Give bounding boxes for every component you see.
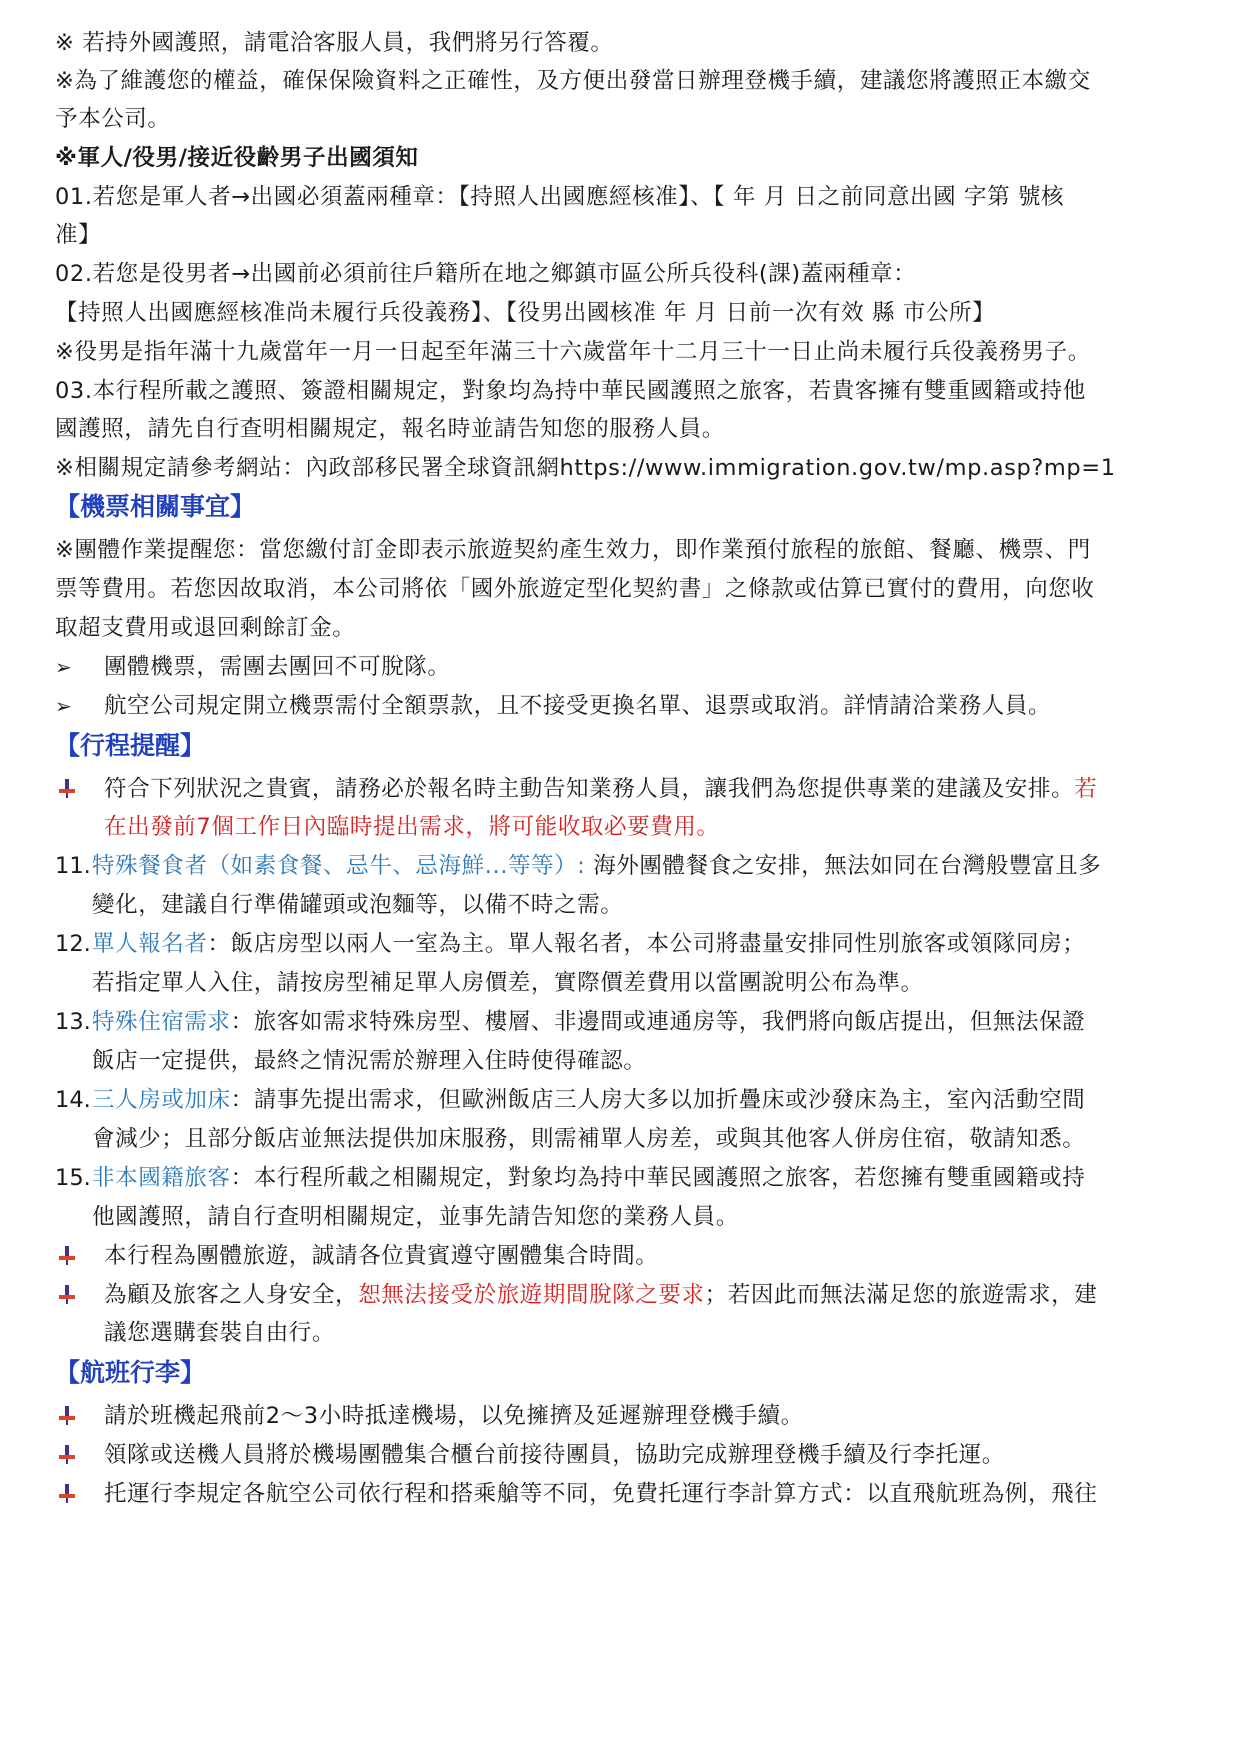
safety-note-warning: 恕無法接受於旅遊期間脫隊之要求 bbox=[358, 1282, 705, 1308]
triple-room-item bbox=[92, 1085, 1187, 1115]
item-number-14: 14. bbox=[55, 1087, 91, 1113]
triple-room-term: 三人房或加床 bbox=[92, 1087, 231, 1113]
item-number-15: 15. bbox=[55, 1165, 91, 1191]
special-lodging-item bbox=[92, 1007, 1187, 1037]
foreign-traveler-item bbox=[92, 1163, 1187, 1193]
item-number-11: 11. bbox=[55, 853, 91, 879]
pushpin-icon bbox=[56, 1283, 78, 1305]
single-room-item bbox=[92, 929, 1187, 959]
itinerary-intro bbox=[104, 774, 1184, 804]
section-ticket-heading: 【機票相關事宜】 bbox=[55, 492, 256, 521]
safety-note-text-2: ；若因此而無法滿足您的旅遊需求，建 bbox=[704, 1282, 1098, 1308]
military-item-02: 02.若您是役男者→出國前必須前往戶籍所在地之鄉鎮市區公所兵役科(課)蓋兩種章： bbox=[55, 261, 917, 287]
single-room-term: 單人報名者 bbox=[92, 931, 208, 957]
reference-website: ※相關規定請參考網站：內政部移民署全球資訊網https://www.immigration.gov.tw/mp.asp?mp=1 bbox=[55, 455, 1116, 481]
military-item-02-cont: 【持照人出國應經核准尚未履行兵役義務】、【役男出國核准 年 月 日前一次有效 縣 市公所】 bbox=[55, 300, 996, 326]
conscript-definition: ※役男是指年滿十九歲當年一月一日起至年滿三十六歲當年十二月三十一日止尚未履行兵役義務男子。 bbox=[55, 339, 1091, 365]
insurance-note: ※為了維護您的權益，確保保險資料之正確性，及方便出發當日辦理登機手續，建議您將護照正本繳交 bbox=[55, 68, 1091, 94]
single-room-desc-cont: 若指定單人入住，請按房型補足單人房價差，實際價差費用以當團說明公布為準。 bbox=[92, 970, 924, 996]
ticket-paragraph-cont2: 取超支費用或退回剩餘訂金。 bbox=[55, 615, 356, 641]
special-lodging-term: 特殊住宿需求 bbox=[92, 1009, 231, 1035]
ticket-paragraph-cont: 票等費用。若您因故取消，本公司將依「國外旅遊定型化契約書」之條款或估算已實付的費用，向您收 bbox=[55, 576, 1095, 602]
special-lodging-desc-cont: 飯店一定提供，最終之情況需於辦理入住時使得確認。 bbox=[92, 1048, 647, 1074]
itinerary-intro-warning-cont: 在出發前7個工作日內臨時提出需求，將可能收取必要費用。 bbox=[104, 814, 720, 840]
luggage-bullet-2: 領隊或送機人員將於機場團體集合櫃台前接待團員，協助完成辦理登機手續及行李托運。 bbox=[104, 1442, 1005, 1468]
ticket-bullet-2: 航空公司規定開立機票需付全額票款，且不接受更換名單、退票或取消。詳情請洽業務人員。 bbox=[104, 693, 1052, 719]
arrow-bullet-icon: ➢ bbox=[55, 655, 72, 679]
arrow-bullet-icon: ➢ bbox=[55, 694, 72, 718]
ticket-bullet-1: 團體機票，需團去團回不可脫隊。 bbox=[104, 654, 451, 680]
military-heading: ※軍人/役男/接近役齡男子出國須知 bbox=[55, 145, 419, 171]
itinerary-intro-text: 符合下列狀況之貴賓，請務必於報名時主動告知業務人員，讓我們為您提供專業的建議及安排。 bbox=[104, 776, 1075, 802]
passport-note: ※ 若持外國護照，請電洽客服人員，我們將另行答覆。 bbox=[55, 30, 614, 56]
insurance-note-cont: 予本公司。 bbox=[55, 106, 171, 132]
group-time-note: 本行程為團體旅遊，誠請各位貴賓遵守團體集合時間。 bbox=[104, 1243, 659, 1269]
foreign-traveler-desc-cont: 他國護照，請自行查明相關規定，並事先請告知您的業務人員。 bbox=[92, 1204, 739, 1230]
ticket-paragraph: ※團體作業提醒您：當您繳付訂金即表示旅遊契約產生效力，即作業預付旅程的旅館、餐廳、機票、門 bbox=[55, 537, 1091, 563]
item-number-12: 12. bbox=[55, 931, 91, 957]
special-meal-term: 特殊餐食者（如素食餐、忌牛、忌海鮮...等等）: bbox=[92, 853, 586, 879]
single-room-desc: ：飯店房型以兩人一室為主。單人報名者，本公司將盡量安排同性別旅客或領隊同房； bbox=[207, 931, 1086, 957]
luggage-bullet-1: 請於班機起飛前2～3小時抵達機場，以免擁擠及延遲辦理登機手續。 bbox=[104, 1403, 804, 1429]
special-meal-desc: 海外團體餐食之安排，無法如同在台灣般豐富且多 bbox=[585, 853, 1102, 879]
military-item-03-cont: 國護照，請先自行查明相關規定，報名時並請告知您的服務人員。 bbox=[55, 416, 725, 442]
itinerary-intro-warning: 若 bbox=[1074, 776, 1098, 802]
pushpin-icon bbox=[56, 1404, 78, 1426]
special-meal-desc-cont: 變化，建議自行準備罐頭或泡麵等，以備不時之需。 bbox=[92, 892, 624, 918]
special-meal-item bbox=[92, 851, 1187, 881]
luggage-bullet-3: 托運行李規定各航空公司依行程和搭乘艙等不同，免費托運行李計算方式：以直飛航班為例，飛往 bbox=[104, 1481, 1098, 1507]
triple-room-desc: ：請事先提出需求，但歐洲飯店三人房大多以加折疊床或沙發床為主，室內活動空間 bbox=[230, 1087, 1086, 1113]
military-item-03: 03.本行程所載之護照、簽證相關規定，對象均為持中華民國護照之旅客，若貴客擁有雙重國籍或持他 bbox=[55, 378, 1086, 404]
pushpin-icon bbox=[56, 777, 78, 799]
item-number-13: 13. bbox=[55, 1009, 91, 1035]
section-luggage-heading: 【航班行李】 bbox=[55, 1358, 206, 1387]
military-item-01-cont: 准】 bbox=[55, 222, 102, 248]
foreign-traveler-desc: ：本行程所載之相關規定，對象均為持中華民國護照之旅客，若您擁有雙重國籍或持 bbox=[230, 1165, 1086, 1191]
section-itinerary-heading: 【行程提醒】 bbox=[55, 731, 206, 760]
pushpin-icon bbox=[56, 1244, 78, 1266]
pushpin-icon bbox=[56, 1443, 78, 1465]
safety-note-cont: 議您選購套裝自由行。 bbox=[104, 1320, 336, 1346]
military-item-01: 01.若您是軍人者→出國必須蓋兩種章：【持照人出國應經核准】、【 年 月 日之前同意出國 字第 號核 bbox=[55, 184, 1065, 210]
foreign-traveler-term: 非本國籍旅客 bbox=[92, 1165, 231, 1191]
pushpin-icon bbox=[56, 1482, 78, 1504]
triple-room-desc-cont: 會減少；且部分飯店並無法提供加床服務，則需補單人房差，或與其他客人併房住宿，敬請知悉。 bbox=[92, 1126, 1086, 1152]
special-lodging-desc: ：旅客如需求特殊房型、樓層、非邊間或連通房等，我們將向飯店提出，但無法保證 bbox=[230, 1009, 1086, 1035]
safety-note bbox=[104, 1280, 1184, 1310]
safety-note-text: 為顧及旅客之人身安全， bbox=[104, 1282, 359, 1308]
